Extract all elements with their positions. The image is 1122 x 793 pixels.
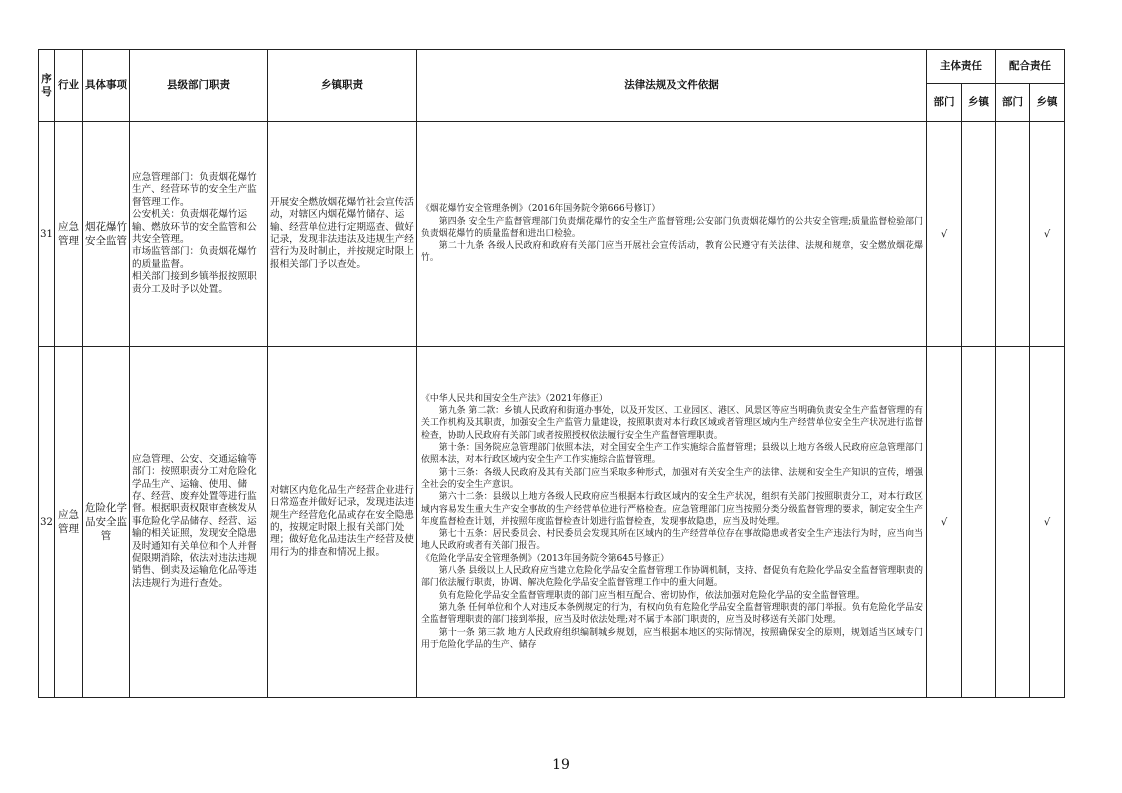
header-main-responsibility: 主体责任 [927,50,996,84]
header-coop-responsibility: 配合责任 [996,50,1065,84]
row-industry: 应急管理 [55,122,83,347]
law-clause: 第八条 县级以上人民政府应当建立危险化学品安全监督管理工作协调机制，支持、督促负有危险化学品安全监督管理职责的部门依法履行职责，协调、解决危险化学品安全监督管理工作中的重大问题。 [421,566,923,589]
coop-dept-check [996,122,1030,347]
county-duty-line: 应急管理、公安、交通运输等部门：按照职责分工对危险化学品生产、运输、使用、储存、经营、废弃处置等进行监督。根据职责权限审查核发从事危险化学品储存、经营、运输的相关证照，发现安全隐患及时通知有关单位和个人并督促限期消除，依法对违法违规销售、倒卖及运输危化品等违法违规行为进行查处。 [132,453,257,589]
header-row-1 [39,50,1065,84]
law-clause: 第七十五条：居民委员会、村民委员会发现其所在区域内的生产经营单位存在事故隐患或者安全生产违法行为时，应当向当地人民政府或者有关部门报告。 [421,529,923,552]
law-clause: 第六十二条：县级以上地方各级人民政府应当根据本行政区域内的安全生产状况，组织有关部门按照职责分工，对本行政区域内容易发生重大生产安全事故的生产经营单位进行严格检查。应急管理部门应当按照分类分级监督管理的要求，制定安全生产年度监督检查计划，并按照年度监督检查计划进行监督检查，发现事故隐患，应当及时处理。 [421,492,923,527]
county-duty-line: 市场监管部门：负责烟花爆竹的质量监督。 [132,246,257,270]
header-town-duty: 乡镇职责 [268,50,417,122]
row-town-duty: 对辖区内危化品生产经营企业进行日常巡查并做好记录，发现违法违规生产经营危化品或存在安全隐患的，按规定时限上报有关部门处理；做好危化品违法生产经营及使用行为的排查和情况上报。 [268,347,417,698]
county-duty-line: 应急管理部门：负责烟花爆竹生产、经营环节的安全生产监督管理工作。 [132,171,257,208]
table-row [39,122,1065,347]
law-clause: 第十一条 第三款 地方人民政府组织编制城乡规划，应当根据本地区的实际情况，按照确保安全的原则，规划适当区域专门用于危险化学品的生产、储存 [421,627,923,650]
row-town-duty: 开展安全燃放烟花爆竹社会宣传活动，对辖区内烟花爆竹储存、运输、经营单位进行定期巡查、做好记录，发现非法违法及违规生产经营行为及时制止，并按规定时限上报相关部门予以查处。 [268,122,417,347]
row-law-basis [417,347,927,698]
header-item: 具体事项 [83,50,130,122]
law-clause: 第二十九条 各级人民政府和政府有关部门应当开展社会宣传活动，教育公民遵守有关法律、法规和规章，安全燃放烟花爆竹。 [421,241,923,264]
responsibility-table [38,49,1065,698]
table-row [39,347,1065,698]
header-seq: 序号 [39,50,55,122]
header-main-township: 乡镇 [962,84,996,122]
row-county-duty [130,122,268,347]
row-law-basis [417,122,927,347]
law-clause: 第十三条：各级人民政府及其有关部门应当采取多种形式，加强对有关安全生产的法律、法规和安全生产知识的宣传，增强全社会的安全生产意识。 [421,467,923,490]
header-coop-township: 乡镇 [1030,84,1065,122]
header-county-duty: 县级部门职责 [130,50,268,122]
header-coop-dept: 部门 [996,84,1030,122]
header-industry: 行业 [55,50,83,122]
law-clause: 第九条 第二款：乡镇人民政府和街道办事处，以及开发区、工业园区、港区、风景区等应当明确负责安全生产监督管理的有关工作机构及其职责，加强安全生产监管力量建设，按照职责对本行政区域或者管理区域内生产经营单位安全生产状况进行监督检查，协助人民政府有关部门或者按照授权依法履行安全生产监督管理职责。 [421,406,923,441]
main-town-check [962,347,996,698]
main-dept-check: √ [927,347,962,698]
county-duty-line: 公安机关：负责烟花爆竹运输、燃放环节的安全监管和公共安全管理。 [132,209,257,245]
coop-town-check: √ [1030,122,1065,347]
row-industry: 应急管理 [55,347,83,698]
row-item: 危险化学品安全监管 [83,347,130,698]
main-dept-check: √ [927,122,962,347]
law-title: 《危险化学品安全管理条例》（2013年国务院令第645号修正） [421,553,670,564]
main-town-check [962,122,996,347]
law-clause: 负有危险化学品安全监督管理职责的部门应当相互配合、密切协作，依法加强对危险化学品的安全监督管理。 [438,590,865,601]
coop-town-check: √ [1030,347,1065,698]
law-clause: 第四条 安全生产监督管理部门负责烟花爆竹的安全生产监督管理;公安部门负责烟花爆竹的公共安全管理;质量监督检验部门负责烟花爆竹的质量监督和进出口检验。 [421,216,923,239]
header-law-basis: 法律法规及文件依据 [417,50,927,122]
row-seq: 31 [39,122,55,347]
row-seq: 32 [39,347,55,698]
row-county-duty [130,347,268,698]
coop-dept-check [996,347,1030,698]
page-number: 19 [552,757,570,773]
law-clause: 第九条 任何单位和个人对违反本条例规定的行为，有权向负有危险化学品安全监督管理职责的部门举报。负有危险化学品安全监督管理职责的部门接到举报，应当及时依法处理;对不属于本部门职责的，应当及时移送有关部门处理。 [421,602,923,626]
law-title: 《中华人民共和国安全生产法》（2021年修正） [421,393,608,404]
header-main-dept: 部门 [927,84,962,122]
law-clause: 第十条：国务院应急管理部门依照本法，对全国安全生产工作实施综合监督管理；县级以上地方各级人民政府应急管理部门依照本法，对本行政区域内安全生产工作实施综合监督管理。 [421,443,923,466]
row-item: 烟花爆竹安全监管 [83,122,130,347]
law-title: 《烟花爆竹安全管理条例》（2016年国务院令第666号修订） [421,204,661,215]
county-duty-line: 相关部门接到乡镇举报按照职责分工及时予以处置。 [132,271,257,295]
